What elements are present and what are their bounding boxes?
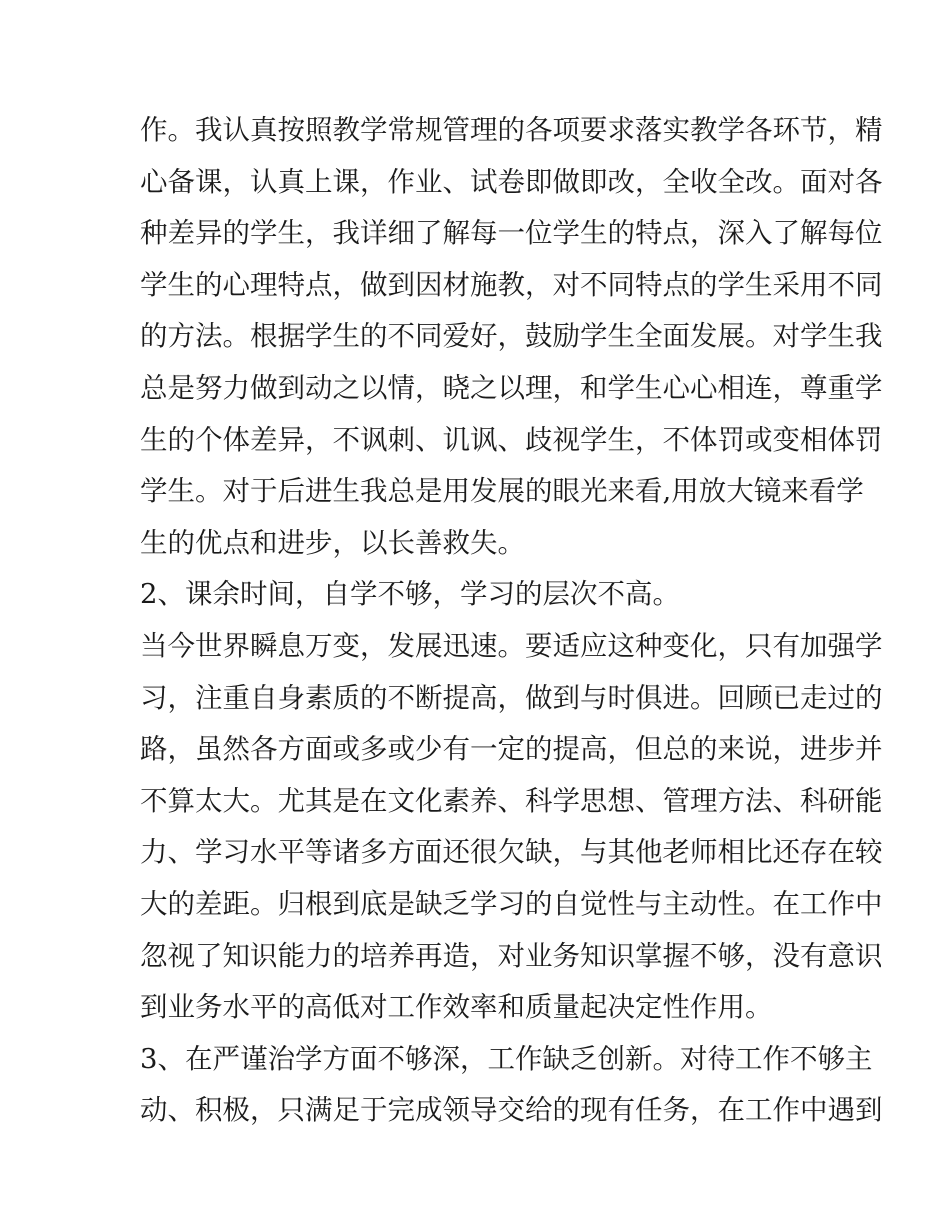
text-line: 忽视了知识能力的培养再造，对业务知识掌握不够，没有意识 xyxy=(140,939,883,972)
text-line: 学生的心理特点，做到因材施教，对不同特点的学生采用不同 xyxy=(140,268,883,301)
numbered-point-3: 3、在严谨治学方面不够深，工作缺乏创新。对待工作不够主 xyxy=(140,1042,873,1075)
text-line: 习，注重自身素质的不断提高，做到与时俱进。回顾已走过的 xyxy=(140,681,883,714)
text-line: 动、积极，只满足于完成领导交给的现有任务，在工作中遇到 xyxy=(140,1094,883,1127)
text-line: 种差异的学生，我详细了解每一位学生的特点，深入了解每位 xyxy=(140,217,883,250)
text-line: 大的差距。归根到底是缺乏学习的自觉性与主动性。在工作中 xyxy=(140,887,883,920)
body-text xyxy=(140,105,883,1137)
text-line: 生的优点和进步，以长善救失。 xyxy=(140,526,525,559)
text-line: 当今世界瞬息万变，发展迅速。要适应这种变化，只有加强学 xyxy=(140,629,883,662)
text-line: 心备课，认真上课，作业、试卷即做即改，全收全改。面对各 xyxy=(140,165,883,198)
text-line: 的方法。根据学生的不同爱好，鼓励学生全面发展。对学生我 xyxy=(140,320,883,353)
text-line: 总是努力做到动之以情，晓之以理，和学生心心相连，尊重学 xyxy=(140,371,883,404)
text-line: 生的个体差异，不讽刺、讥讽、歧视学生，不体罚或变相体罚 xyxy=(140,423,883,456)
text-line: 不算太大。尤其是在文化素养、科学思想、管理方法、科研能 xyxy=(140,784,883,817)
text-line: 到业务水平的高低对工作效率和质量起决定性作用。 xyxy=(140,991,773,1024)
text-line: 力、学习水平等诸多方面还很欠缺，与其他老师相比还存在较 xyxy=(140,836,883,869)
numbered-point-2: 2、课余时间，自学不够，学习的层次不高。 xyxy=(140,578,680,611)
text-line: 路，虽然各方面或多或少有一定的提高，但总的来说，进步并 xyxy=(140,733,883,766)
text-line: 学生。对于后进生我总是用发展的眼光来看,用放大镜来看学 xyxy=(140,475,864,508)
text-line: 作。我认真按照教学常规管理的各项要求落实教学各环节，精 xyxy=(140,114,883,146)
